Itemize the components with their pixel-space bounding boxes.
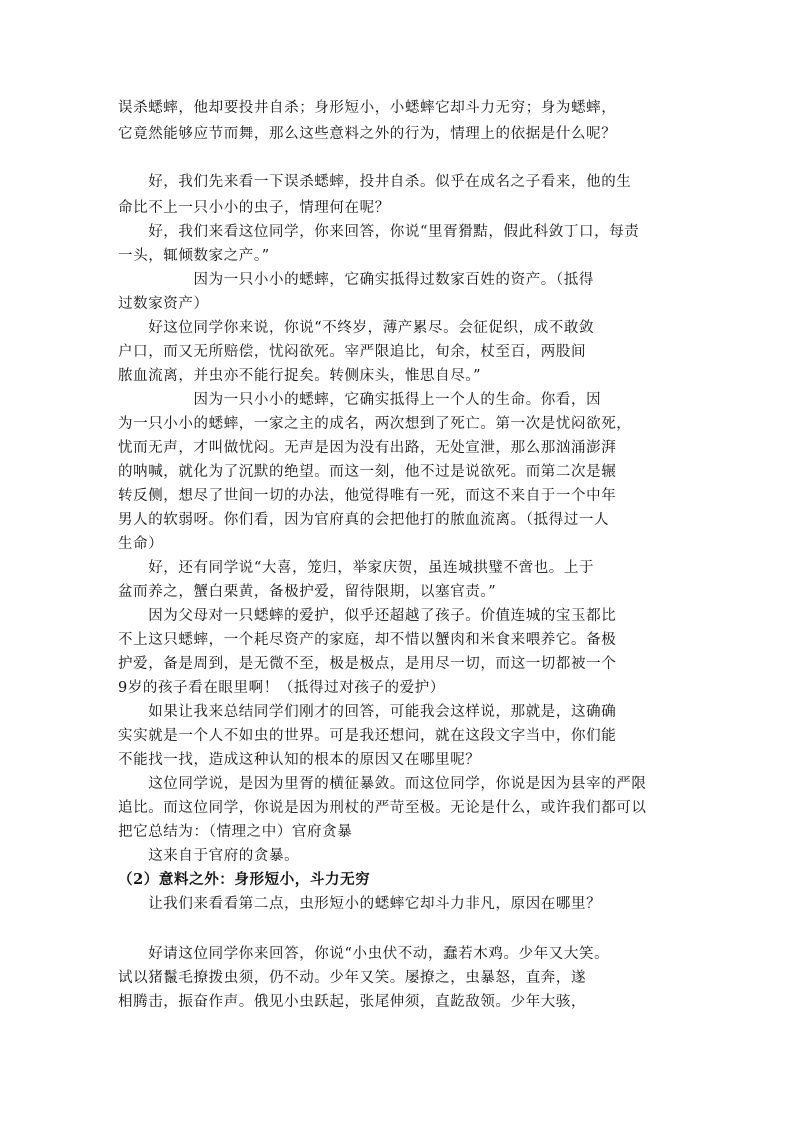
text-line: 实实就是一个人不如虫的世界。可是我还想问，就在这段文字当中，你们能 — [118, 728, 617, 744]
text-line: 因为父母对一只蟋蟀的爱护，似乎还超越了孩子。价值连城的宝玉都比 — [118, 608, 617, 624]
text-line: 因为一只小小的蟋蟀，它确实抵得过数家百姓的资产。（抵得 — [118, 272, 594, 288]
text-line: 因为一只小小的蟋蟀，它确实抵得上一个人的生命。你看，因 — [118, 392, 602, 408]
text-line: 让我们来看看第二点，虫形短小的蟋蟀它却斗力非凡，原因在哪里？ — [118, 896, 602, 912]
text-line: 好请这位同学你来回答，你说“小虫伏不动，蠢若木鸡。少年又大笑。 — [118, 946, 610, 962]
text-line: 命比不上一只小小的虫子，情理何在呢？ — [118, 200, 390, 216]
text-line: 这位同学说，是因为里胥的横征暴敛。而这位同学，你说是因为县宰的严限 — [118, 776, 647, 792]
text-line: 这来自于官府的贪暴。 — [118, 848, 300, 864]
text-line: 9岁的孩子看在眼里啊！（抵得过对孩子的爱护） — [118, 680, 445, 696]
text-line: 试以猪鬣毛撩拨虫须，仍不动。少年又笑。屡撩之，虫暴怒，直奔，遂 — [118, 970, 587, 986]
text-line: 好，我们来看这位同学，你来回答，你说“里胥猾黠，假此科敛丁口，每责 — [118, 224, 640, 240]
text-line: 如果让我来总结同学们刚才的回答，可能我会这样说，那就是，这确确 — [118, 704, 617, 720]
text-line: 盆而养之，蟹白栗黄，备极护爱，留待限期，以塞官责。” — [118, 584, 497, 600]
section-heading: （2）意料之外：身形短小，斗力无穷 — [118, 871, 371, 888]
text-line: 的呐喊，就化为了沉默的绝望。而这一刻，他不过是说欲死。而第二次是辗 — [118, 464, 617, 480]
text-line: 生命） — [118, 536, 164, 552]
text-line: 忧而无声，才叫做忧闷。无声是因为没有出路，无处宣泄，那么那汹涌澎湃 — [118, 440, 617, 456]
text-line: 一头，辄倾数家之产。” — [118, 248, 270, 264]
text-line: 不能找一找，造成这种认知的根本的原因又在哪里呢？ — [118, 752, 481, 768]
text-line: 转反侧，想尽了世间一切的办法，他觉得唯有一死，而这不来自于一个中年 — [118, 488, 617, 504]
text-line: 不上这只蟋蟀，一个耗尽资产的家庭，却不惜以蟹肉和米食来喂养它。备极 — [118, 632, 617, 648]
text-line: 追比。而这位同学，你说是因为刑杖的严苛至极。无论是什么，或许我们都可以 — [118, 800, 647, 816]
text-line: 过数家资产） — [118, 296, 209, 312]
text-line: 好，我们先来看一下误杀蟋蟀，投井自杀。似乎在成名之子看来，他的生 — [118, 174, 632, 190]
text-line: 它竟然能够应节而舞，那么这些意料之外的行为，情理上的依据是什么呢？ — [118, 126, 617, 142]
text-line: 脓血流离，并虫亦不能行捉矣。转侧床头，惟思自尽。” — [118, 368, 482, 384]
text-line: 户口，而又无所赔偿，忧闷欲死。宰严限追比，旬余，杖至百，两股间 — [118, 344, 587, 360]
text-line: 为一只小小的蟋蟀，一家之主的成名，两次想到了死亡。第一次是忧闷欲死， — [118, 416, 632, 432]
text-line: 把它总结为：（情理之中）官府贪暴 — [118, 824, 353, 840]
text-line: 误杀蟋蟀，他却要投井自杀；身形短小，小蟋蟀它却斗力无穷；身为蟋蟀， — [118, 100, 617, 116]
text-line: 相腾击，振奋作声。俄见小虫跃起，张尾伸须，直龁敌领。少年大骇， — [118, 994, 587, 1010]
text-line: 男人的软弱呀。你们看，因为官府真的会把他打的脓血流离。（抵得过一人 — [118, 512, 610, 528]
text-line: 好这位同学你来说，你说“不终岁，薄产累尽。会征促织，成不敢敛 — [118, 320, 595, 336]
text-line: 好，还有同学说“大喜，笼归，举家庆贺，虽连城拱璧不啻也。上于 — [118, 560, 595, 576]
text-line: 护爱，备是周到，是无微不至，极是极点，是用尽一切，而这一切都被一个 — [118, 656, 617, 672]
